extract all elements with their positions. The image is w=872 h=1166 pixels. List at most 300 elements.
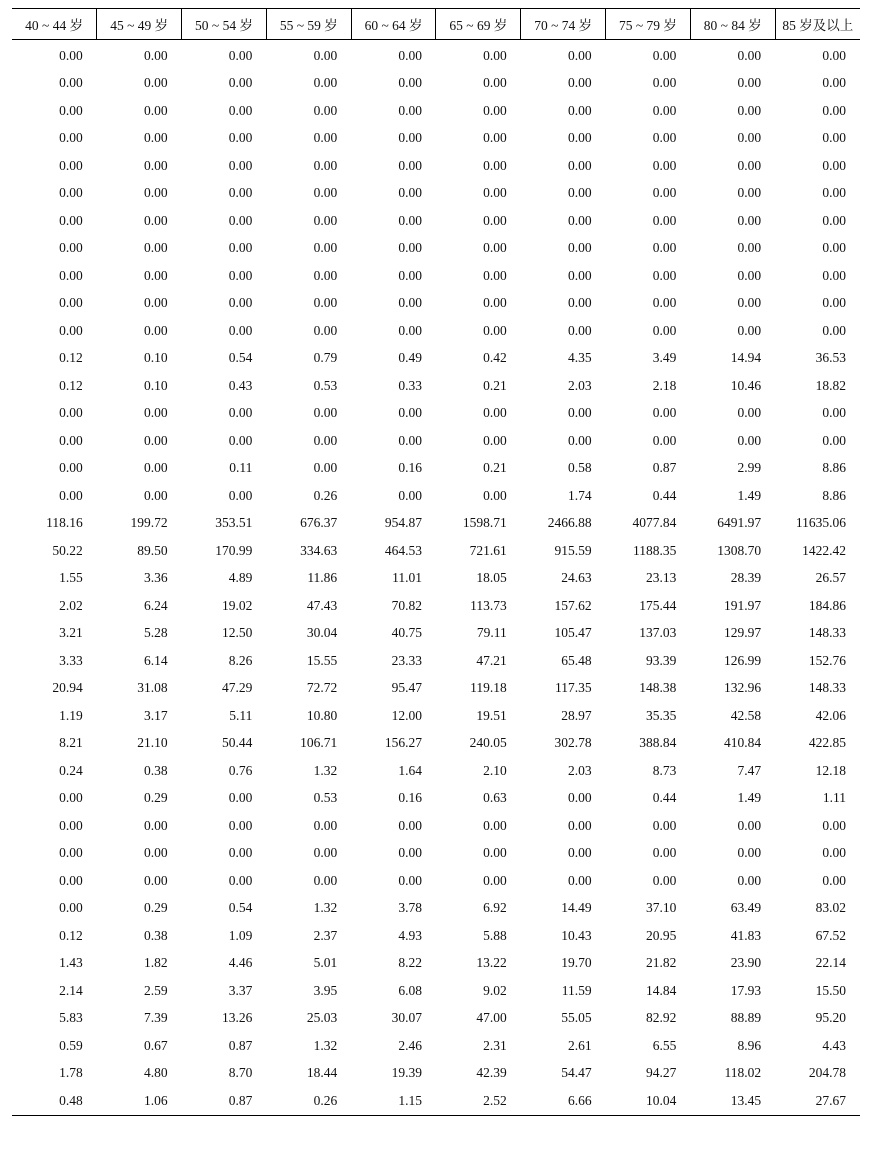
- table-cell: 18.05: [476, 570, 507, 586]
- table-cell: 19.70: [561, 955, 592, 971]
- table-cell: 0.00: [143, 487, 168, 503]
- table-cell: 15.55: [306, 652, 338, 668]
- table-row: [12, 647, 860, 675]
- table-cell: 19.02: [222, 597, 253, 613]
- table-cell: 50.44: [222, 735, 253, 751]
- table-cell: 0.12: [59, 350, 83, 366]
- table-cell: 88.89: [730, 1010, 762, 1026]
- table-cell: 0.00: [822, 212, 846, 228]
- table-cell: 0.00: [567, 817, 592, 833]
- table-row: [12, 317, 860, 345]
- table-row: [12, 1005, 860, 1033]
- table-cell: 0.00: [567, 130, 592, 146]
- table-cell: 0.00: [59, 900, 83, 916]
- table-cell: 721.61: [469, 542, 507, 558]
- table-cell: 15.50: [815, 982, 846, 998]
- table-cell: 0.29: [143, 790, 168, 806]
- table-cell: 2.52: [436, 1087, 521, 1115]
- table-cell: 0.00: [228, 487, 253, 503]
- table-cell: 0.00: [398, 267, 422, 283]
- table-cell: 422.85: [808, 735, 846, 751]
- table-row: [12, 207, 860, 235]
- table-cell: 0.00: [652, 322, 677, 338]
- table-cell: 0.00: [822, 845, 846, 861]
- table-cell: 0.00: [398, 405, 422, 421]
- table-cell: 0.00: [822, 322, 846, 338]
- table-cell: 18.44: [306, 1065, 338, 1081]
- table-cell: 89.50: [137, 542, 168, 558]
- table-cell: 8.21: [59, 735, 83, 751]
- table-cell: 0.00: [737, 212, 762, 228]
- table-cell: 18.82: [815, 377, 846, 393]
- table-cell: 0.00: [652, 267, 677, 283]
- table-cell: 28.97: [561, 707, 592, 723]
- table-cell: 0.00: [59, 157, 83, 173]
- table-cell: 13.45: [690, 1087, 775, 1115]
- table-cell: 137.03: [639, 625, 677, 641]
- table-cell: 0.00: [652, 872, 677, 888]
- table-cell: 0.16: [398, 460, 422, 476]
- table-cell: 0.58: [567, 460, 592, 476]
- table-cell: 14.94: [730, 350, 762, 366]
- table-cell: 42.58: [730, 707, 762, 723]
- table-cell: 0.00: [822, 130, 846, 146]
- table-cell: 0.00: [737, 405, 762, 421]
- table-cell: 240.05: [469, 735, 507, 751]
- table-cell: 8.86: [822, 460, 846, 476]
- table-cell: 0.00: [567, 295, 592, 311]
- table-cell: 126.99: [724, 652, 762, 668]
- table-row: [12, 455, 860, 483]
- table-cell: 0.00: [313, 845, 338, 861]
- table-cell: 0.00: [822, 157, 846, 173]
- table-row: [12, 757, 860, 785]
- table-cell: 0.00: [483, 487, 507, 503]
- table-cell: 0.00: [737, 240, 762, 256]
- table-cell: 6.66: [521, 1087, 606, 1115]
- table-row: [12, 345, 860, 373]
- table-cell: 21.82: [646, 955, 677, 971]
- table-cell: 1.19: [59, 707, 83, 723]
- table-cell: 0.00: [567, 212, 592, 228]
- table-cell: 0.26: [313, 487, 338, 503]
- table-cell: 0.00: [398, 75, 422, 91]
- table-row: [12, 950, 860, 978]
- table-cell: 0.00: [652, 817, 677, 833]
- table-cell: 95.47: [391, 680, 422, 696]
- table-row: [12, 180, 860, 208]
- table-cell: 8.22: [398, 955, 422, 971]
- table-cell: 0.00: [483, 102, 507, 118]
- table-cell: 0.00: [313, 212, 338, 228]
- table-cell: 170.99: [215, 542, 253, 558]
- table-cell: 1.82: [143, 955, 168, 971]
- table-cell: 0.00: [228, 872, 253, 888]
- table-cell: 40.75: [391, 625, 422, 641]
- table-cell: 24.63: [561, 570, 592, 586]
- table-cell: 0.00: [228, 845, 253, 861]
- table-cell: 6491.97: [717, 515, 762, 531]
- table-cell: 5.88: [483, 927, 507, 943]
- table-cell: 2.10: [483, 762, 507, 778]
- table-cell: 8.70: [228, 1065, 253, 1081]
- table-cell: 0.11: [229, 460, 253, 476]
- table-cell: 0.49: [398, 350, 422, 366]
- table-cell: 0.00: [652, 130, 677, 146]
- table-cell: 6.08: [398, 982, 422, 998]
- table-cell: 0.00: [313, 405, 338, 421]
- table-cell: 0.00: [143, 240, 168, 256]
- table-cell: 0.00: [59, 102, 83, 118]
- table-cell: 0.00: [737, 267, 762, 283]
- table-cell: 0.00: [398, 322, 422, 338]
- table-cell: 93.39: [646, 652, 677, 668]
- column-header: 80 ~ 84 岁: [690, 9, 775, 40]
- table-cell: 148.38: [639, 680, 677, 696]
- table-cell: 1.11: [822, 790, 846, 806]
- table-cell: 1.49: [737, 790, 762, 806]
- table-cell: 0.00: [822, 872, 846, 888]
- table-cell: 10.46: [730, 377, 762, 393]
- table-cell: 10.80: [306, 707, 338, 723]
- table-cell: 0.33: [398, 377, 422, 393]
- table-cell: 118.16: [46, 515, 83, 531]
- table-cell: 0.00: [567, 267, 592, 283]
- table-cell: 0.00: [652, 185, 677, 201]
- column-header: 70 ~ 74 岁: [521, 9, 606, 40]
- table-cell: 0.00: [737, 157, 762, 173]
- table-cell: 0.21: [483, 460, 507, 476]
- table-cell: 464.53: [384, 542, 422, 558]
- table-cell: 0.00: [737, 47, 762, 63]
- table-cell: 0.00: [59, 872, 83, 888]
- table-cell: 1308.70: [717, 542, 762, 558]
- table-cell: 4.89: [228, 570, 253, 586]
- table-cell: 0.00: [143, 432, 168, 448]
- table-cell: 50.22: [52, 542, 83, 558]
- table-cell: 3.37: [228, 982, 253, 998]
- table-cell: 0.00: [483, 845, 507, 861]
- table-cell: 0.00: [652, 75, 677, 91]
- table-cell: 0.38: [143, 762, 168, 778]
- table-cell: 0.00: [228, 130, 253, 146]
- table-cell: 0.00: [398, 102, 422, 118]
- table-cell: 0.00: [59, 212, 83, 228]
- table-cell: 0.00: [483, 212, 507, 228]
- table-cell: 4.35: [567, 350, 592, 366]
- table-cell: 3.49: [652, 350, 677, 366]
- table-cell: 1.64: [398, 762, 422, 778]
- table-cell: 0.63: [483, 790, 507, 806]
- table-cell: 954.87: [384, 515, 422, 531]
- table-cell: 0.00: [567, 185, 592, 201]
- table-cell: 1.09: [228, 927, 253, 943]
- table-cell: 0.00: [398, 185, 422, 201]
- table-cell: 2.03: [567, 762, 592, 778]
- table-row: [12, 867, 860, 895]
- table-cell: 0.00: [313, 185, 338, 201]
- table-cell: 1.78: [59, 1065, 83, 1081]
- column-header: 60 ~ 64 岁: [351, 9, 436, 40]
- table-cell: 0.44: [652, 790, 677, 806]
- table-cell: 148.33: [808, 680, 846, 696]
- table-cell: 10.43: [561, 927, 592, 943]
- table-cell: 47.43: [306, 597, 338, 613]
- table-cell: 42.06: [815, 707, 846, 723]
- table-row: [12, 565, 860, 593]
- table-cell: 0.00: [567, 845, 592, 861]
- table-cell: 65.48: [561, 652, 592, 668]
- table-cell: 2.61: [567, 1037, 592, 1053]
- column-header: 85 岁及以上: [775, 9, 860, 40]
- column-header: 40 ~ 44 岁: [12, 9, 97, 40]
- table-cell: 0.00: [567, 157, 592, 173]
- table-cell: 113.73: [470, 597, 507, 613]
- table-cell: 1.74: [567, 487, 592, 503]
- table-cell: 0.00: [652, 212, 677, 228]
- table-cell: 8.73: [652, 762, 677, 778]
- table-cell: 0.00: [567, 240, 592, 256]
- table-row: [12, 702, 860, 730]
- table-cell: 4.43: [822, 1037, 846, 1053]
- table-cell: 0.00: [483, 240, 507, 256]
- table-cell: 0.00: [737, 130, 762, 146]
- table-cell: 3.36: [143, 570, 168, 586]
- table-cell: 0.00: [313, 322, 338, 338]
- column-header: 45 ~ 49 岁: [97, 9, 182, 40]
- table-cell: 20.95: [646, 927, 677, 943]
- table-cell: 37.10: [646, 900, 677, 916]
- table-cell: 19.39: [391, 1065, 422, 1081]
- table-cell: 0.00: [313, 872, 338, 888]
- table-cell: 191.97: [724, 597, 762, 613]
- table-cell: 0.00: [228, 157, 253, 173]
- table-cell: 0.00: [398, 872, 422, 888]
- table-cell: 1422.42: [802, 542, 846, 558]
- table-row: [12, 977, 860, 1005]
- table-cell: 6.14: [143, 652, 168, 668]
- table-cell: 0.00: [652, 240, 677, 256]
- table-cell: 0.00: [398, 47, 422, 63]
- table-cell: 31.08: [137, 680, 168, 696]
- table-body: [12, 40, 860, 1116]
- column-header: 50 ~ 54 岁: [182, 9, 267, 40]
- table-cell: 7.47: [737, 762, 762, 778]
- table-cell: 302.78: [554, 735, 592, 751]
- table-cell: 0.00: [143, 75, 168, 91]
- table-cell: 119.18: [470, 680, 507, 696]
- table-cell: 0.00: [652, 157, 677, 173]
- table-cell: 2.99: [737, 460, 762, 476]
- table-cell: 12.18: [815, 762, 846, 778]
- table-cell: 199.72: [130, 515, 168, 531]
- table-cell: 1.15: [351, 1087, 436, 1115]
- column-header: 75 ~ 79 岁: [606, 9, 691, 40]
- table-cell: 0.53: [313, 790, 338, 806]
- table-cell: 0.53: [313, 377, 338, 393]
- table-cell: 55.05: [561, 1010, 592, 1026]
- table-cell: 14.84: [646, 982, 677, 998]
- table-row: [12, 400, 860, 428]
- table-cell: 0.00: [483, 47, 507, 63]
- table-cell: 4.46: [228, 955, 253, 971]
- table-row: [12, 730, 860, 758]
- table-cell: 0.00: [567, 322, 592, 338]
- table-cell: 0.00: [652, 47, 677, 63]
- table-cell: 0.54: [228, 900, 253, 916]
- table-cell: 0.79: [313, 350, 338, 366]
- table-cell: 0.00: [483, 267, 507, 283]
- table-cell: 0.00: [737, 817, 762, 833]
- table-cell: 21.10: [137, 735, 168, 751]
- table-cell: 0.00: [228, 240, 253, 256]
- table-cell: 0.00: [483, 185, 507, 201]
- table-cell: 0.00: [228, 817, 253, 833]
- table-cell: 1.32: [313, 762, 338, 778]
- table-cell: 410.84: [724, 735, 762, 751]
- table-cell: 8.86: [822, 487, 846, 503]
- table-cell: 175.44: [639, 597, 677, 613]
- table-cell: 0.00: [483, 872, 507, 888]
- table-cell: 0.00: [737, 845, 762, 861]
- table-cell: 0.00: [59, 817, 83, 833]
- table-cell: 0.00: [822, 240, 846, 256]
- table-cell: 1.32: [313, 1037, 338, 1053]
- table-cell: 47.00: [476, 1010, 507, 1026]
- table-cell: 1.32: [313, 900, 338, 916]
- table-row: [12, 840, 860, 868]
- table-cell: 11635.06: [795, 515, 846, 531]
- table-cell: 20.94: [52, 680, 83, 696]
- table-cell: 70.82: [391, 597, 422, 613]
- table-cell: 0.00: [143, 185, 168, 201]
- table-cell: 79.11: [476, 625, 507, 641]
- table-row: [12, 152, 860, 180]
- table-cell: 105.47: [554, 625, 592, 641]
- table-cell: 0.16: [398, 790, 422, 806]
- table-cell: 5.83: [59, 1010, 83, 1026]
- table-row: [12, 1060, 860, 1088]
- table-cell: 2.59: [143, 982, 168, 998]
- table-cell: 0.00: [228, 75, 253, 91]
- table-cell: 0.00: [398, 845, 422, 861]
- table-cell: 0.10: [143, 350, 168, 366]
- table-cell: 72.72: [306, 680, 338, 696]
- table-cell: 6.55: [652, 1037, 677, 1053]
- header-row: [12, 9, 860, 40]
- table-cell: 0.67: [143, 1037, 168, 1053]
- table-cell: 1188.35: [633, 542, 677, 558]
- table-cell: 0.00: [483, 322, 507, 338]
- table-cell: 94.27: [646, 1065, 677, 1081]
- table-cell: 2.02: [59, 597, 83, 613]
- table-cell: 0.00: [822, 817, 846, 833]
- table-cell: 0.00: [737, 185, 762, 201]
- table-cell: 0.43: [228, 377, 253, 393]
- table-cell: 0.00: [737, 872, 762, 888]
- table-cell: 0.00: [143, 460, 168, 476]
- table-cell: 0.00: [313, 130, 338, 146]
- table-cell: 0.00: [567, 47, 592, 63]
- table-cell: 0.00: [652, 295, 677, 311]
- table-cell: 0.00: [822, 75, 846, 91]
- table-cell: 13.26: [222, 1010, 253, 1026]
- table-cell: 0.00: [143, 405, 168, 421]
- table-cell: 23.33: [391, 652, 422, 668]
- table-cell: 4.93: [398, 927, 422, 943]
- table-row: [12, 620, 860, 648]
- table-cell: 0.00: [737, 102, 762, 118]
- table-cell: 0.00: [398, 212, 422, 228]
- table-cell: 8.26: [228, 652, 253, 668]
- table-row: [12, 262, 860, 290]
- table-cell: 0.00: [822, 47, 846, 63]
- table-cell: 915.59: [554, 542, 592, 558]
- table-cell: 47.21: [476, 652, 507, 668]
- table-cell: 7.39: [143, 1010, 168, 1026]
- table-cell: 0.00: [737, 322, 762, 338]
- table-cell: 11.01: [392, 570, 422, 586]
- table-cell: 6.92: [483, 900, 507, 916]
- table-cell: 3.21: [59, 625, 83, 641]
- table-cell: 0.00: [143, 322, 168, 338]
- table-cell: 0.00: [483, 157, 507, 173]
- table-cell: 0.00: [228, 405, 253, 421]
- table-cell: 1.55: [59, 570, 83, 586]
- table-cell: 0.00: [313, 267, 338, 283]
- table-cell: 0.26: [266, 1087, 351, 1115]
- table-cell: 19.51: [476, 707, 507, 723]
- table-cell: 0.00: [59, 75, 83, 91]
- table-cell: 0.00: [483, 817, 507, 833]
- table-cell: 1598.71: [462, 515, 507, 531]
- table-cell: 0.00: [313, 102, 338, 118]
- table-cell: 334.63: [300, 542, 338, 558]
- table-cell: 54.47: [561, 1065, 592, 1081]
- table-cell: 0.00: [228, 322, 253, 338]
- table-cell: 47.29: [222, 680, 253, 696]
- table-cell: 0.10: [143, 377, 168, 393]
- table-cell: 0.00: [567, 872, 592, 888]
- table-cell: 11.86: [307, 570, 338, 586]
- table-cell: 83.02: [815, 900, 846, 916]
- table-cell: 63.49: [730, 900, 762, 916]
- table-cell: 95.20: [815, 1010, 846, 1026]
- table-cell: 3.33: [59, 652, 83, 668]
- table-row: [12, 592, 860, 620]
- table-cell: 4077.84: [632, 515, 677, 531]
- table-cell: 0.00: [228, 47, 253, 63]
- table-cell: 0.00: [313, 295, 338, 311]
- table-cell: 0.00: [313, 460, 338, 476]
- table-cell: 1.43: [59, 955, 83, 971]
- table-cell: 157.62: [554, 597, 592, 613]
- table-cell: 0.00: [822, 405, 846, 421]
- table-cell: 0.00: [652, 102, 677, 118]
- table-cell: 36.53: [815, 350, 846, 366]
- table-cell: 35.35: [646, 707, 677, 723]
- table-cell: 0.00: [143, 817, 168, 833]
- table-cell: 0.00: [398, 487, 422, 503]
- table-cell: 1.06: [97, 1087, 182, 1115]
- table-cell: 26.57: [815, 570, 846, 586]
- table-cell: 0.00: [228, 185, 253, 201]
- table-cell: 118.02: [724, 1065, 762, 1081]
- table-cell: 0.00: [737, 75, 762, 91]
- table-cell: 0.48: [12, 1087, 97, 1115]
- table-cell: 0.12: [59, 377, 83, 393]
- table-cell: 0.00: [313, 157, 338, 173]
